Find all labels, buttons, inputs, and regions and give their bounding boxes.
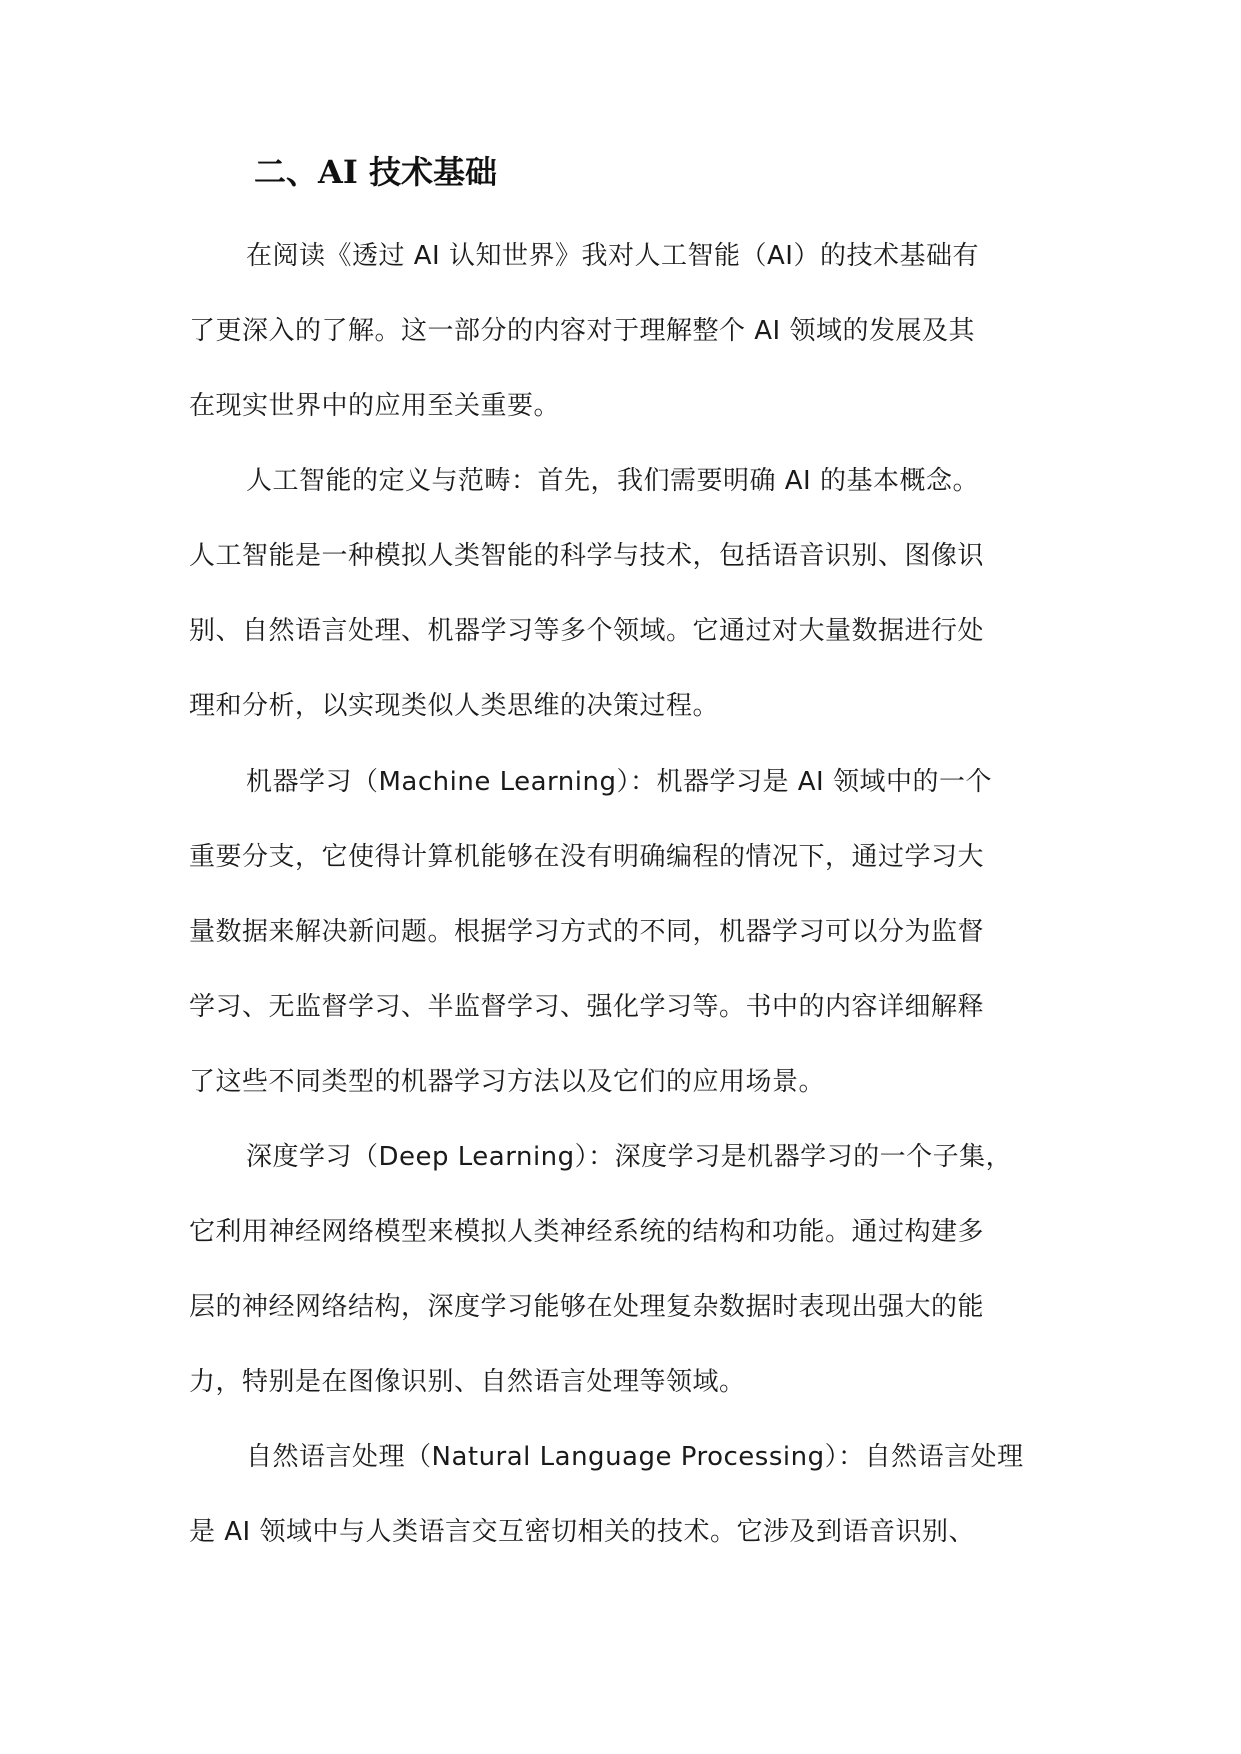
paragraph-line: 它利用神经网络模型来模拟人类神经系统的结构和功能。通过构建多 — [189, 1217, 985, 1247]
paragraph-line: 重要分支，它使得计算机能够在没有明确编程的情况下，通过学习大 — [189, 842, 985, 872]
paragraph-line: 别、自然语言处理、机器学习等多个领域。它通过对大量数据进行处 — [189, 616, 985, 646]
section-heading: 二、AI 技术基础 — [254, 153, 497, 191]
paragraph-line: 是 AI 领域中与人类语言交互密切相关的技术。它涉及到语音识别、 — [189, 1517, 975, 1547]
paragraph-line: 量数据来解决新问题。根据学习方式的不同，机器学习可以分为监督 — [189, 917, 985, 947]
paragraph-line: 了这些不同类型的机器学习方法以及它们的应用场景。 — [189, 1067, 826, 1097]
paragraph-line: 人工智能是一种模拟人类智能的科学与技术，包括语音识别、图像识 — [189, 541, 985, 571]
paragraph-line: 人工智能的定义与范畴：首先，我们需要明确 AI 的基本概念。 — [246, 466, 979, 496]
paragraph-line: 在现实世界中的应用至关重要。 — [189, 391, 561, 421]
paragraph-line: 了更深入的了解。这一部分的内容对于理解整个 AI 领域的发展及其 — [189, 316, 975, 346]
paragraph-line: 理和分析，以实现类似人类思维的决策过程。 — [189, 691, 720, 721]
paragraph-line: 层的神经网络结构，深度学习能够在处理复杂数据时表现出强大的能 — [189, 1292, 985, 1322]
paragraph-line: 深度学习（Deep Learning）：深度学习是机器学习的一个子集， — [246, 1142, 1013, 1172]
paragraph-line: 机器学习（Machine Learning）：机器学习是 AI 领域中的一个 — [246, 767, 992, 797]
paragraph-line: 在阅读《透过 AI 认知世界》我对人工智能（AI）的技术基础有 — [246, 241, 979, 271]
paragraph-line: 学习、无监督学习、半监督学习、强化学习等。书中的内容详细解释 — [189, 992, 985, 1022]
paragraph-line: 自然语言处理（Natural Language Processing）：自然语言处理 — [246, 1442, 1024, 1472]
paragraph-line: 力，特别是在图像识别、自然语言处理等领域。 — [189, 1367, 746, 1397]
